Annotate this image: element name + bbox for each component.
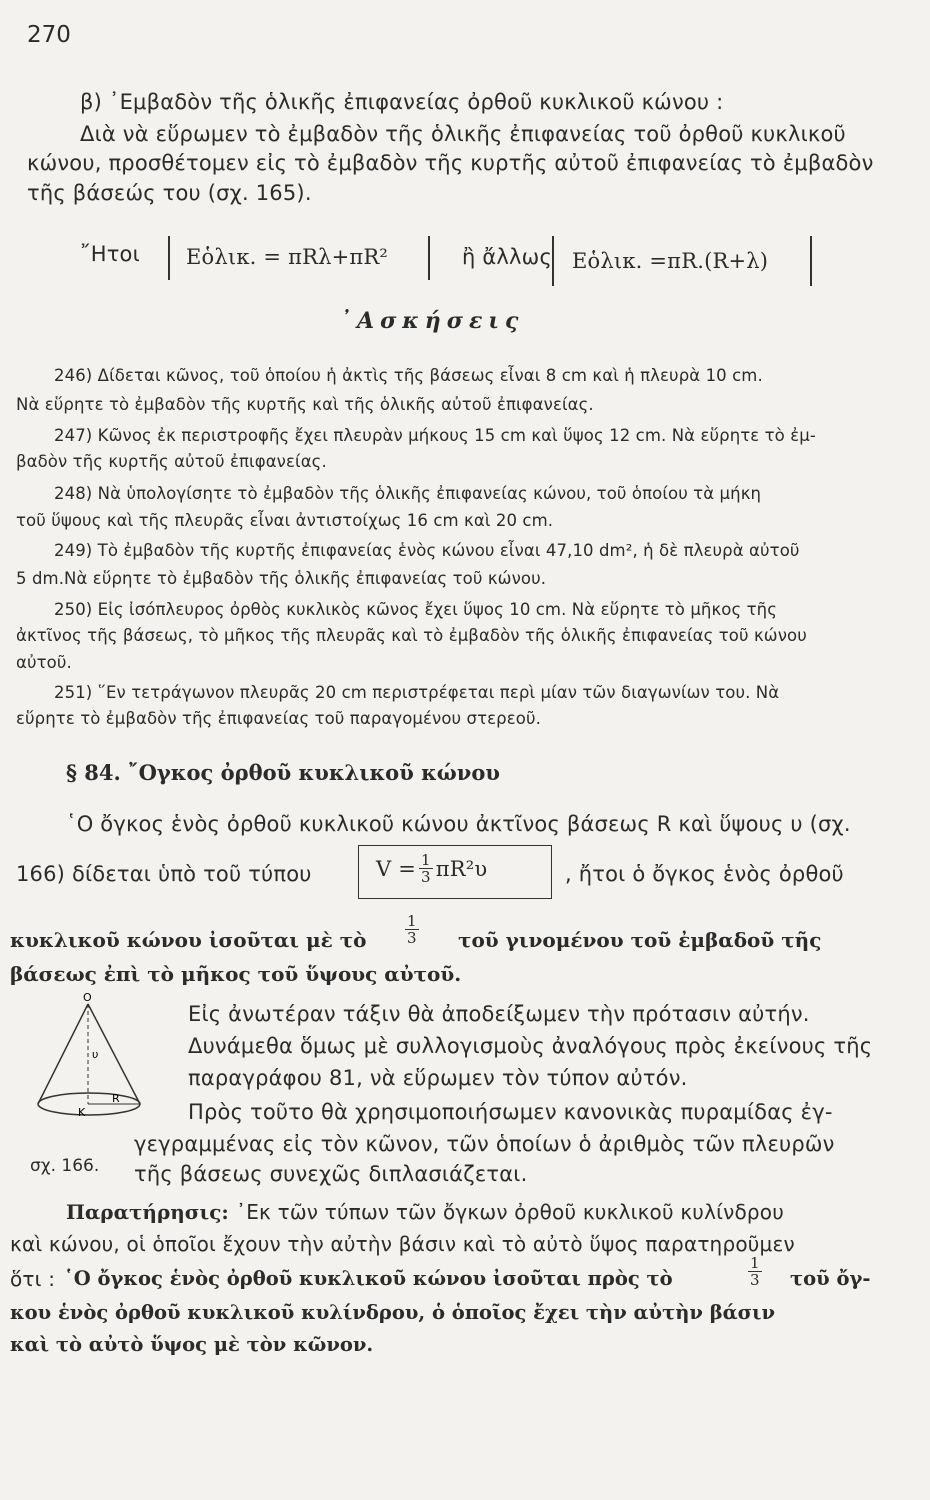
exercise-247-line1: 247) Κῶνος ἐκ περιστροφῆς ἔχει πλευρὰν μήκους 15 cm καὶ ὕψος 12 cm. Νὰ εὕρητε τὸ ἐμ- [54,426,816,445]
remark-line3c: τοῦ ὄγ- [790,1267,871,1290]
exercise-246-line1: 246) Δίδεται κῶνος, τοῦ ὁποίου ἡ ἀκτὶς τῆς βάσεως εἶναι 8 cm καὶ ἡ πλευρὰ 10 cm. [54,366,763,385]
one-third-fraction [405,913,419,946]
section-84-p1-line4: βάσεως ἐπὶ τὸ μῆκος τοῦ ὕψους αὐτοῦ. [10,962,462,986]
figure-caption: σχ. 166. [30,1156,100,1176]
section-84-p3-line3: τῆς βάσεως συνεχῶς διπλασιάζεται. [134,1162,528,1186]
section-84-p3-line1: Πρὸς τοῦτο θὰ χρησιμοποιήσωμεν κανονικὰς πυραμίδας ἐγ- [188,1100,833,1124]
cone-slant-left [38,1004,88,1104]
remark-line3a: ὅτι : [10,1267,56,1291]
page-number: 270 [27,22,71,48]
volume-formula [376,852,487,885]
section-84-p1-line2a: 166) δίδεται ὑπὸ τοῦ τύπου [16,862,312,886]
fraction-numerator: 1 [407,912,417,930]
label-u: υ [92,1048,99,1061]
exercise-251-line2: εὕρητε τὸ ἐμβαδὸν τῆς ἐπιφανείας τοῦ παραγομένου στερεοῦ. [16,709,541,728]
section-84-p1-line3b: τοῦ γινομένου τοῦ ἐμβαδοῦ τῆς [458,928,822,952]
section-84-heading: § 84. ῎Ογκος ὀρθοῦ κυκλικοῦ κώνου [66,760,500,785]
remark-one-third [748,1255,762,1288]
section-84-p1-line1: ῾Ο ὄγκος ἑνὸς ὀρθοῦ κυκλικοῦ κώνου ἀκτῖνος βάσεως R καὶ ὕψους υ (σχ. [66,812,851,836]
section-b-line2: κώνου, προσθέτομεν εἰς τὸ ἐμβαδὸν τῆς κυρτῆς αὐτοῦ ἐπιφανείας τὸ ἐμβαδὸν [27,151,874,175]
remark-line2: καὶ κώνου, οἱ ὁποῖοι ἔχουν τὴν αὐτὴν βάσιν καὶ τὸ αὐτὸ ὕψος παρατηροῦμεν [10,1232,795,1256]
htoi-label: ῎Ητοι [80,242,140,266]
section-84-p1-line2b: , ἤτοι ὁ ὄγκος ἑνὸς ὀρθοῦ [565,862,844,886]
exercise-250-line2: ἀκτῖνος τῆς βάσεως, τὸ μῆκος τῆς πλευρᾶς καὶ τὸ ἐμβαδὸν τῆς ὁλικῆς ἐπιφανείας τοῦ κώνου [16,626,807,645]
fraction-numerator: 1 [750,1254,760,1272]
exercises-title: ᾿Ασκήσεις [340,308,525,334]
exercise-250-line1: 250) Εἰς ἰσόπλευρος ὀρθὸς κυκλικὸς κῶνος ἔχει ὕψος 10 cm. Νὰ εὕρητε τὸ μῆκος τῆς [54,600,778,619]
label-r: R [112,1092,120,1105]
label-k: K [78,1106,86,1119]
volume-formula-lhs: V = [376,856,417,881]
section-84-p2-line1: Εἰς ἀνωτέραν τάξιν θὰ ἀποδείξωμεν τὴν πρότασιν αὐτήν. [188,1002,810,1026]
remark-line1: ᾿Εκ τῶν τύπων τῶν ὄγκων ὀρθοῦ κυκλικοῦ κυλίνδρου [236,1200,784,1224]
exercise-248-line2: τοῦ ὕψους καὶ τῆς πλευρᾶς εἶναι ἀντιστοίχως 16 cm καὶ 20 cm. [16,511,554,530]
remark-label: Παρατήρησις: [66,1200,229,1224]
volume-formula-tail: πR²υ [435,856,488,881]
remark-line3b: ῾Ο ὄγκος ἑνὸς ὀρθοῦ κυκλικοῦ κώνου ἰσοῦται πρὸς τὸ [64,1267,673,1290]
section-84-p3-line2: γεγραμμένας εἰς τὸν κῶνον, τῶν ὁποίων ὁ ἀριθμὸς τῶν πλευρῶν [134,1132,835,1156]
fraction-denominator: 3 [407,929,417,947]
exercise-250-line3: αὐτοῦ. [16,653,72,672]
exercise-246-line2: Νὰ εὕρητε τὸ ἐμβαδὸν τῆς κυρτῆς καὶ τῆς ὁλικῆς αὐτοῦ ἐπιφανείας. [16,395,594,414]
formula-total-area-2: Eὁλικ. =πR.(R+λ) [572,249,769,273]
exercise-249-line2: 5 dm.Νὰ εὕρητε τὸ ἐμβαδὸν τῆς ὁλικῆς ἐπιφανείας τοῦ κώνου. [16,569,547,588]
exercise-248-line1: 248) Νὰ ὑπολογίσητε τὸ ἐμβαδὸν τῆς ὁλικῆς ἐπιφανείας κώνου, τοῦ ὁποίου τὰ μήκη [54,484,762,503]
label-o: O [83,991,92,1004]
fraction-denominator: 3 [421,868,431,886]
section-84-p1-line3a: κυκλικοῦ κώνου ἰσοῦται μὲ τὸ [10,928,367,952]
volume-fraction [419,852,433,885]
section-b-line3: τῆς βάσεώς του (σχ. 165). [27,181,312,205]
section-84-p2-line2: Δυνάμεθα ὅμως μὲ συλλογισμοὺς ἀναλόγους πρὸς ἐκείνους τῆς [188,1034,873,1058]
formula-total-area-1: Eὁλικ. = πRλ+πR² [186,245,389,269]
exercise-247-line2: βαδὸν τῆς κυρτῆς αὐτοῦ ἐπιφανείας. [16,452,327,471]
fraction-denominator: 3 [750,1271,760,1289]
exercise-251-line1: 251) ῞Εν τετράγωνον πλευρᾶς 20 cm περιστρέφεται περὶ μίαν τῶν διαγωνίων του. Νὰ [54,683,780,702]
fraction-numerator: 1 [421,851,431,869]
or-text: ἢ ἄλλως [462,245,552,269]
remark-line5: καὶ τὸ αὐτὸ ὕψος μὲ τὸν κῶνον. [10,1333,374,1356]
cone-figure [20,990,180,1130]
section-84-p2-line3: παραγράφου 81, νὰ εὕρωμεν τὸν τύπον αὐτόν. [188,1066,688,1090]
exercise-249-line1: 249) Τὸ ἐμβαδὸν τῆς κυρτῆς ἐπιφανείας ἑνὸς κώνου εἶναι 47,10 dm², ἡ δὲ πλευρὰ αὐτοῦ [54,541,800,560]
section-b-heading: β) ᾿Εμβαδὸν τῆς ὁλικῆς ἐπιφανείας ὀρθοῦ κυκλικοῦ κώνου : [80,90,724,114]
section-b-line1: Διὰ νὰ εὕρωμεν τὸ ἐμβαδὸν τῆς ὁλικῆς ἐπιφανείας τοῦ ὀρθοῦ κυκλικοῦ [80,122,846,146]
remark-line4: κου ἑνὸς ὀρθοῦ κυκλικοῦ κυλίνδρου, ὁ ὁποῖος ἔχει τὴν αὐτὴν βάσιν [10,1301,775,1324]
